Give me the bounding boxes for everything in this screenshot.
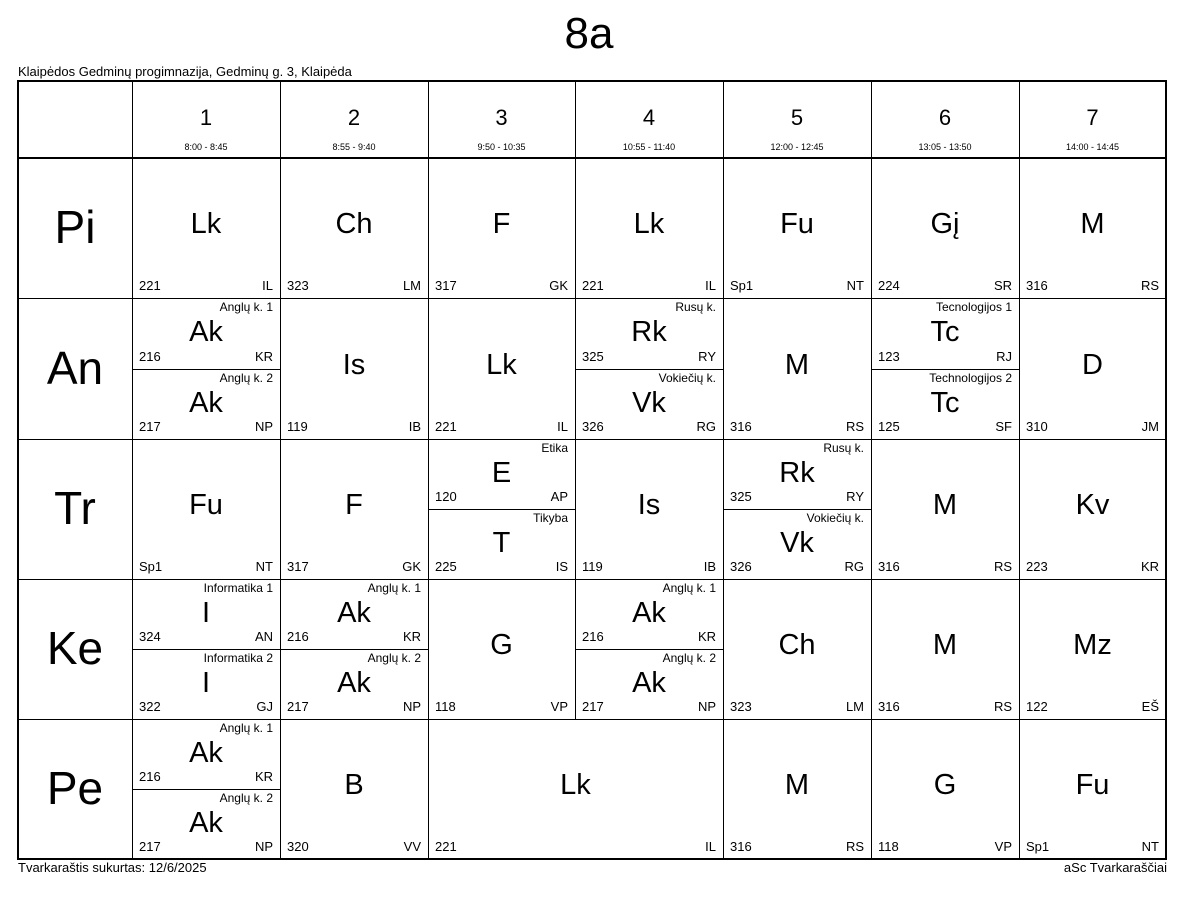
lesson-room: 217 xyxy=(287,699,309,714)
lesson-room: 118 xyxy=(435,699,456,714)
lesson-room: 317 xyxy=(435,278,457,293)
lesson-teacher: RY xyxy=(846,489,864,504)
lesson-teacher: IS xyxy=(555,559,568,574)
lesson-room: 125 xyxy=(878,419,900,434)
lesson-teacher: IL xyxy=(705,839,716,854)
lesson-room: 118 xyxy=(878,839,899,854)
lesson-group: Rusų k. xyxy=(675,300,716,314)
lesson-group: Tecnologijos 1 xyxy=(935,300,1012,314)
lesson-room: 310 xyxy=(1026,419,1048,434)
lesson-subject: Lk xyxy=(633,208,665,240)
lesson-subject: G xyxy=(933,769,957,801)
lesson-room: 221 xyxy=(139,278,161,293)
lesson-subject: Is xyxy=(342,348,366,381)
lesson-subject: Fu xyxy=(189,489,223,521)
lesson-cell[interactable] xyxy=(280,298,428,439)
lesson-group-cell[interactable] xyxy=(132,789,280,859)
group-divider xyxy=(132,789,280,790)
lesson-room: 325 xyxy=(582,348,604,364)
lesson-group-cell[interactable] xyxy=(575,369,723,440)
period-number: 5 xyxy=(790,105,804,130)
group-divider xyxy=(132,649,280,650)
lesson-room: 216 xyxy=(139,769,161,784)
lesson-teacher: VP xyxy=(550,699,568,714)
lesson-teacher: JM xyxy=(1141,419,1159,434)
col-divider xyxy=(428,81,429,158)
lesson-teacher: IL xyxy=(557,419,568,434)
lesson-teacher: GJ xyxy=(256,699,273,714)
lesson-group: Anglų k. 1 xyxy=(367,581,421,595)
lesson-group-cell[interactable] xyxy=(428,509,575,579)
lesson-group: Technologijos 2 xyxy=(929,370,1012,385)
lesson-group: Tikyba xyxy=(533,511,568,525)
lesson-teacher: RS xyxy=(993,559,1012,574)
lesson-group-cell[interactable] xyxy=(132,579,280,649)
lesson-cell[interactable] xyxy=(428,298,575,439)
lesson-cell[interactable] xyxy=(1019,439,1166,579)
lesson-teacher: RY xyxy=(698,348,716,364)
lesson-teacher: RS xyxy=(845,419,864,434)
period-time: 10:55 - 11:40 xyxy=(622,142,676,152)
lesson-room: 122 xyxy=(1026,699,1048,714)
lesson-cell[interactable] xyxy=(871,158,1019,298)
group-divider xyxy=(575,369,723,370)
period-time: 13:05 - 13:50 xyxy=(918,142,972,152)
lesson-subject: Ak xyxy=(337,597,371,629)
lesson-room: 216 xyxy=(582,629,604,644)
lesson-subject: Kv xyxy=(1075,489,1110,521)
period-number: 1 xyxy=(199,105,213,130)
lesson-room: 317 xyxy=(287,559,309,574)
lesson-teacher: KR xyxy=(1140,559,1159,574)
lesson-teacher: LM xyxy=(402,278,421,293)
lesson-room: 119 xyxy=(287,419,308,434)
lesson-cell[interactable] xyxy=(1019,719,1166,859)
lesson-group-cell[interactable] xyxy=(575,579,723,649)
lesson-group-cell[interactable] xyxy=(132,719,280,789)
lesson-group: Anglų k. 1 xyxy=(219,300,273,314)
lesson-teacher: LM xyxy=(845,699,864,714)
lesson-cell[interactable] xyxy=(1019,298,1166,439)
lesson-subject: Lk xyxy=(560,769,591,801)
lesson-room: 216 xyxy=(139,348,161,364)
lesson-room: 323 xyxy=(287,278,309,293)
lesson-teacher: IL xyxy=(705,278,716,293)
lesson-subject: Lk xyxy=(486,348,517,381)
lesson-room: 217 xyxy=(139,419,161,434)
lesson-group: Informatika 2 xyxy=(203,651,273,665)
period-time: 14:00 - 14:45 xyxy=(1065,142,1120,152)
lesson-cell[interactable] xyxy=(723,298,871,439)
lesson-teacher: RS xyxy=(993,699,1012,714)
period-number: 2 xyxy=(347,105,361,130)
lesson-subject: Ch xyxy=(335,208,373,240)
lesson-room: 324 xyxy=(139,629,161,644)
footer-created: Tvarkaraštis sukurtas: 12/6/2025 xyxy=(18,860,207,875)
lesson-teacher: SF xyxy=(995,419,1012,434)
lesson-teacher: KR xyxy=(254,348,273,364)
lesson-teacher: RS xyxy=(1140,278,1159,293)
lesson-group-cell[interactable] xyxy=(575,298,723,369)
lesson-subject: Is xyxy=(637,489,661,521)
lesson-subject: Ak xyxy=(337,667,371,699)
lesson-room: 216 xyxy=(287,629,309,644)
lesson-cell[interactable] xyxy=(723,719,871,859)
lesson-group: Anglų k. 2 xyxy=(367,651,421,665)
lesson-room: Sp1 xyxy=(139,559,163,574)
lesson-subject: I xyxy=(201,667,211,699)
lesson-group-cell[interactable] xyxy=(871,369,1019,440)
lesson-teacher: KR xyxy=(254,769,273,784)
lesson-teacher: NP xyxy=(254,839,273,854)
lesson-subject: G xyxy=(490,629,513,661)
period-header-1 xyxy=(132,106,280,152)
lesson-room: 323 xyxy=(730,699,752,714)
lesson-group: Anglų k. 1 xyxy=(219,721,273,735)
day-label-an: An xyxy=(46,341,104,394)
lesson-cell[interactable] xyxy=(1019,158,1166,298)
day-label-tr: Tr xyxy=(54,482,96,534)
lesson-subject: M xyxy=(784,348,810,381)
period-time: 12:00 - 12:45 xyxy=(770,142,824,152)
lesson-subject: Fu xyxy=(1075,769,1110,801)
lesson-group: Anglų k. 2 xyxy=(219,791,273,805)
lesson-subject: Ak xyxy=(189,807,223,839)
lesson-subject: M xyxy=(932,629,958,661)
lesson-room: 316 xyxy=(730,839,752,854)
lesson-subject: Fu xyxy=(780,208,814,240)
lesson-teacher: NP xyxy=(697,699,716,714)
day-label-pe: Pe xyxy=(46,762,104,814)
lesson-teacher: VV xyxy=(403,839,421,854)
lesson-cell[interactable] xyxy=(428,579,575,719)
lesson-teacher: NT xyxy=(846,278,864,293)
lesson-group-cell[interactable] xyxy=(723,509,871,579)
lesson-cell[interactable] xyxy=(132,439,280,579)
lesson-subject: Rk xyxy=(779,457,815,489)
period-time: 8:55 - 9:40 xyxy=(332,142,376,152)
lesson-group-cell[interactable] xyxy=(132,369,280,440)
lesson-room: 221 xyxy=(435,839,457,854)
lesson-teacher: IB xyxy=(703,559,716,574)
lesson-group-cell[interactable] xyxy=(132,649,280,719)
lesson-subject: Ch xyxy=(778,629,816,661)
col-divider xyxy=(575,81,576,158)
lesson-room: 316 xyxy=(1026,278,1048,293)
lesson-subject: Mz xyxy=(1073,629,1112,661)
lesson-teacher: IL xyxy=(262,278,273,293)
lesson-subject: Rk xyxy=(631,316,667,348)
lesson-cell[interactable] xyxy=(871,439,1019,579)
lesson-group: Vokiečių k. xyxy=(806,511,864,525)
lesson-subject: M xyxy=(784,769,810,801)
lesson-group: Rusų k. xyxy=(823,441,864,455)
period-number: 7 xyxy=(1086,105,1099,130)
lesson-room: 119 xyxy=(582,559,603,574)
lesson-room: 217 xyxy=(139,839,161,854)
lesson-teacher: RG xyxy=(844,559,864,574)
period-header-3 xyxy=(428,106,575,152)
lesson-group-cell[interactable] xyxy=(132,298,280,369)
lesson-cell[interactable] xyxy=(575,439,723,579)
lesson-subject: Vk xyxy=(632,386,666,419)
lesson-group: Etika xyxy=(541,441,568,455)
period-number: 6 xyxy=(938,105,952,130)
lesson-cell[interactable] xyxy=(428,719,723,859)
period-number: 3 xyxy=(495,105,508,130)
period-time: 9:50 - 10:35 xyxy=(477,142,526,152)
lesson-room: Sp1 xyxy=(730,278,754,293)
lesson-teacher: NP xyxy=(254,419,273,434)
lesson-group-cell[interactable] xyxy=(280,649,428,719)
lesson-teacher: KR xyxy=(402,629,421,644)
lesson-cell[interactable] xyxy=(280,158,428,298)
lesson-subject: F xyxy=(492,208,511,240)
lesson-room: 320 xyxy=(287,839,309,854)
lesson-room: 217 xyxy=(582,699,604,714)
lesson-subject: M xyxy=(932,489,958,521)
group-divider xyxy=(428,509,575,510)
lesson-room: 326 xyxy=(730,559,752,574)
col-divider xyxy=(280,81,281,158)
period-header-5 xyxy=(723,106,871,152)
lesson-subject: E xyxy=(491,457,512,489)
period-header-4 xyxy=(575,106,723,152)
col-divider xyxy=(132,81,133,158)
lesson-cell[interactable] xyxy=(1019,579,1166,719)
period-time: 8:00 - 8:45 xyxy=(184,142,228,152)
lesson-teacher: GK xyxy=(402,559,421,574)
lesson-group: Anglų k. 2 xyxy=(219,370,273,385)
lesson-room: Sp1 xyxy=(1026,839,1050,854)
lesson-teacher: NT xyxy=(255,559,273,574)
day-label-ke: Ke xyxy=(46,622,104,674)
lesson-room: 221 xyxy=(435,419,457,434)
lesson-subject: Vk xyxy=(780,527,814,559)
lesson-room: 326 xyxy=(582,419,604,434)
lesson-room: 123 xyxy=(878,348,900,364)
school-address: Klaipėdos Gedminų progimnazija, Gedminų g. 3, Klaipėda xyxy=(18,64,352,79)
page-title: 8a xyxy=(564,9,614,58)
lesson-group-cell[interactable] xyxy=(723,439,871,509)
lesson-subject: Gį xyxy=(930,208,960,240)
lesson-room: 316 xyxy=(878,699,900,714)
footer-brand: aSc Tvarkaraščiai xyxy=(1063,860,1167,875)
lesson-subject: D xyxy=(1082,348,1103,381)
lesson-teacher: SR xyxy=(993,278,1012,293)
lesson-cell[interactable] xyxy=(280,719,428,859)
day-label-pi: Pi xyxy=(54,201,96,253)
lesson-teacher: AN xyxy=(254,629,273,644)
group-divider xyxy=(575,649,723,650)
col-divider xyxy=(723,81,724,158)
lesson-teacher: RJ xyxy=(996,348,1012,364)
col-divider xyxy=(871,81,872,158)
period-number: 4 xyxy=(642,105,656,130)
lesson-teacher: RG xyxy=(696,419,716,434)
period-header-2 xyxy=(280,106,428,152)
group-divider xyxy=(280,649,428,650)
lesson-room: 316 xyxy=(730,419,752,434)
lesson-cell[interactable] xyxy=(723,158,871,298)
lesson-room: 316 xyxy=(878,559,900,574)
lesson-group-cell[interactable] xyxy=(871,298,1019,369)
lesson-subject: I xyxy=(201,597,211,629)
lesson-teacher: EŠ xyxy=(1141,699,1159,714)
lesson-subject: Lk xyxy=(190,208,222,240)
lesson-subject: B xyxy=(344,769,364,801)
lesson-subject: T xyxy=(492,527,511,559)
lesson-group: Informatika 1 xyxy=(203,581,273,595)
lesson-subject: Tc xyxy=(930,386,960,419)
lesson-subject: Ak xyxy=(632,667,666,699)
lesson-room: 221 xyxy=(582,278,604,293)
lesson-group-cell[interactable] xyxy=(428,439,575,509)
lesson-teacher: AP xyxy=(550,489,568,504)
lesson-room: 120 xyxy=(435,489,457,504)
lesson-group-cell[interactable] xyxy=(575,649,723,719)
lesson-cell[interactable] xyxy=(871,579,1019,719)
group-divider xyxy=(871,369,1019,370)
period-header-6 xyxy=(871,106,1019,152)
lesson-subject: Ak xyxy=(632,597,666,629)
lesson-group: Anglų k. 2 xyxy=(662,651,716,665)
lesson-cell[interactable] xyxy=(280,439,428,579)
lesson-subject: Ak xyxy=(189,737,223,769)
lesson-teacher: VP xyxy=(994,839,1012,854)
lesson-teacher: NT xyxy=(1141,839,1159,854)
lesson-subject: Ak xyxy=(189,316,223,348)
lesson-subject: F xyxy=(345,489,363,521)
lesson-room: 223 xyxy=(1026,559,1048,574)
lesson-group: Anglų k. 1 xyxy=(662,581,716,595)
group-divider xyxy=(132,369,280,370)
lesson-subject: M xyxy=(1080,208,1105,240)
lesson-teacher: IB xyxy=(408,419,421,434)
lesson-teacher: NP xyxy=(402,699,421,714)
lesson-room: 225 xyxy=(435,559,457,574)
lesson-room: 325 xyxy=(730,489,752,504)
lesson-subject: Ak xyxy=(189,386,223,419)
lesson-teacher: RS xyxy=(845,839,864,854)
lesson-group: Vokiečių k. xyxy=(658,370,716,385)
lesson-teacher: KR xyxy=(697,629,716,644)
lesson-cell[interactable] xyxy=(575,158,723,298)
lesson-subject: Tc xyxy=(930,316,960,348)
col-divider xyxy=(1019,81,1020,158)
lesson-room: 224 xyxy=(878,278,900,293)
group-divider xyxy=(723,509,871,510)
lesson-cell[interactable] xyxy=(132,158,280,298)
lesson-group-cell[interactable] xyxy=(280,579,428,649)
period-header-7 xyxy=(1019,106,1166,152)
lesson-teacher: GK xyxy=(549,278,568,293)
lesson-cell[interactable] xyxy=(871,719,1019,859)
lesson-cell[interactable] xyxy=(428,158,575,298)
lesson-room: 322 xyxy=(139,699,161,714)
lesson-cell[interactable] xyxy=(723,579,871,719)
